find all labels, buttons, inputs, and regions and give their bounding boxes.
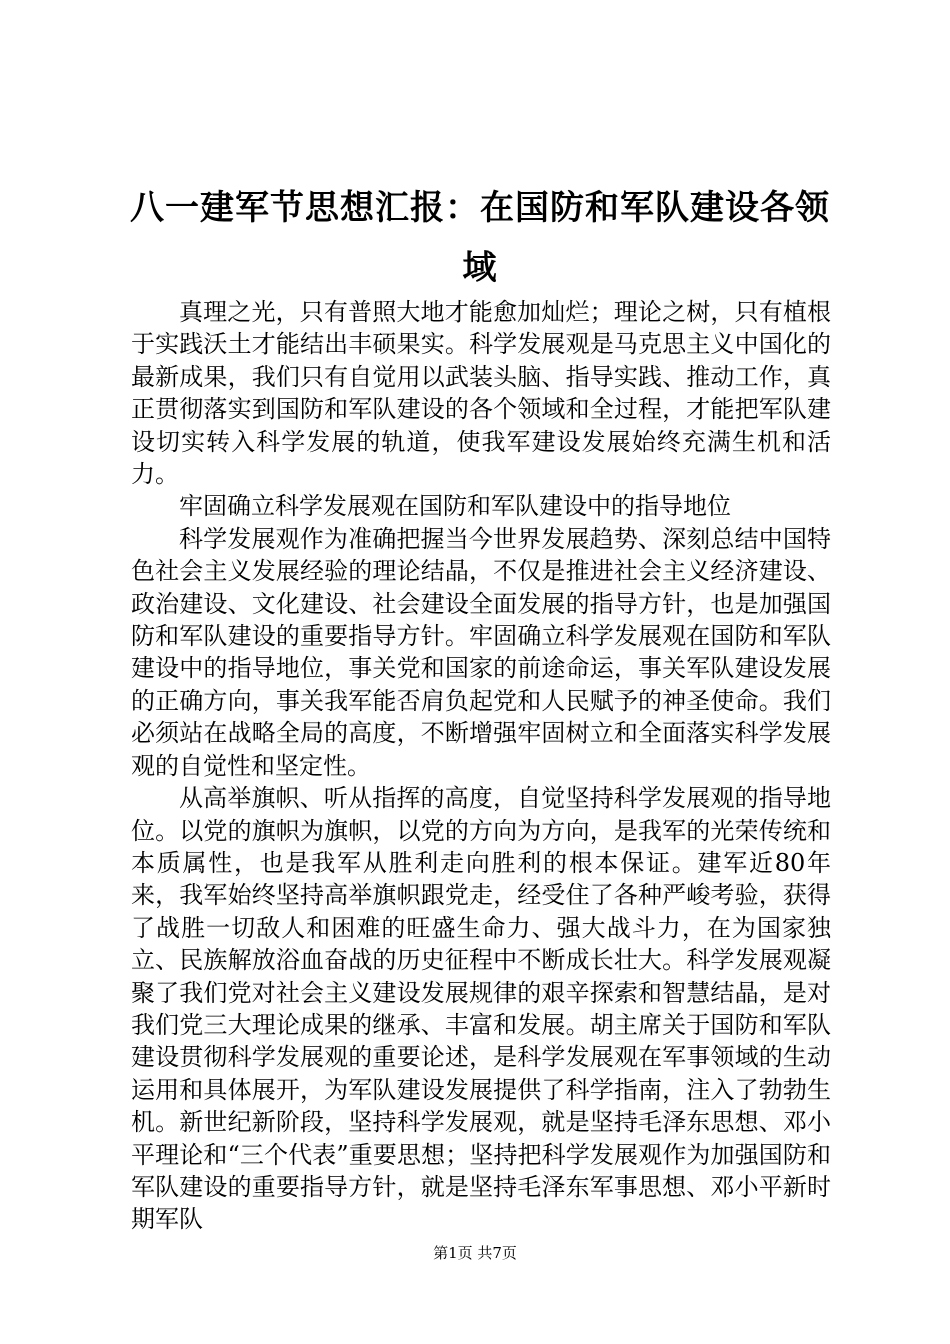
document-body bbox=[131, 296, 831, 1236]
page-footer: 第1页 共7页 bbox=[433, 1244, 517, 1262]
paragraph: 从高举旗帜、听从指挥的高度，自觉坚持科学发展观的指导地位。以党的旗帜为旗帜，以党的方向为方向，是我军的光荣传统和本质属性，也是我军从胜利走向胜利的根本保证。建军近80年来，我军始终坚持高举旗帜跟党走，经受住了各种严峻考验，获得了战胜一切敌人和困难的旺盛生命力、强大战斗力，在为国家独立、民族解放浴血奋战的历史征程中不断成长壮大。科学发展观凝聚了我们党对社会主义建设发展规律的艰辛探索和智慧结晶，是对我们党三大理论成果的继承、丰富和发展。胡主席关于国防和军队建设贯彻科学发展观的重要论述，是科学发展观在军事领域的生动运用和具体展开，为军队建设发展提供了科学指南，注入了勃勃生机。新世纪新阶段，坚持科学发展观，就是坚持毛泽东思想、邓小平理论和“三个代表”重要思想；坚持把科学发展观作为加强国防和军队建设的重要指导方针，就是坚持毛泽东军事思想、邓小平新时期军队 bbox=[131, 784, 831, 1234]
section-heading: 牢固确立科学发展观在国防和军队建设中的指导地位 bbox=[179, 492, 731, 521]
document-title: 八一建军节思想汇报：在国防和军队建设各领域 bbox=[130, 188, 830, 288]
paragraph: 科学发展观作为准确把握当今世界发展趋势、深刻总结中国特色社会主义发展经验的理论结晶，不仅是推进社会主义经济建设、政治建设、文化建设、社会建设全面发展的指导方针，也是加强国防和军队建设的重要指导方针。牢固确立科学发展观在国防和军队建设中的指导地位，事关党和国家的前途命运，事关军队建设发展的正确方向，事关我军能否肩负起党和人民赋予的神圣使命。我们必须站在战略全局的高度，不断增强牢固树立和全面落实科学发展观的自觉性和坚定性。 bbox=[131, 524, 831, 780]
paragraph: 真理之光，只有普照大地才能愈加灿烂；理论之树，只有植根于实践沃土才能结出丰硕果实。科学发展观是马克思主义中国化的最新成果，我们只有自觉用以武装头脑、指导实践、推动工作，真正贯彻落实到国防和军队建设的各个领域和全过程，才能把军队建设切实转入科学发展的轨道，使我军建设发展始终充满生机和活力。 bbox=[131, 298, 831, 489]
